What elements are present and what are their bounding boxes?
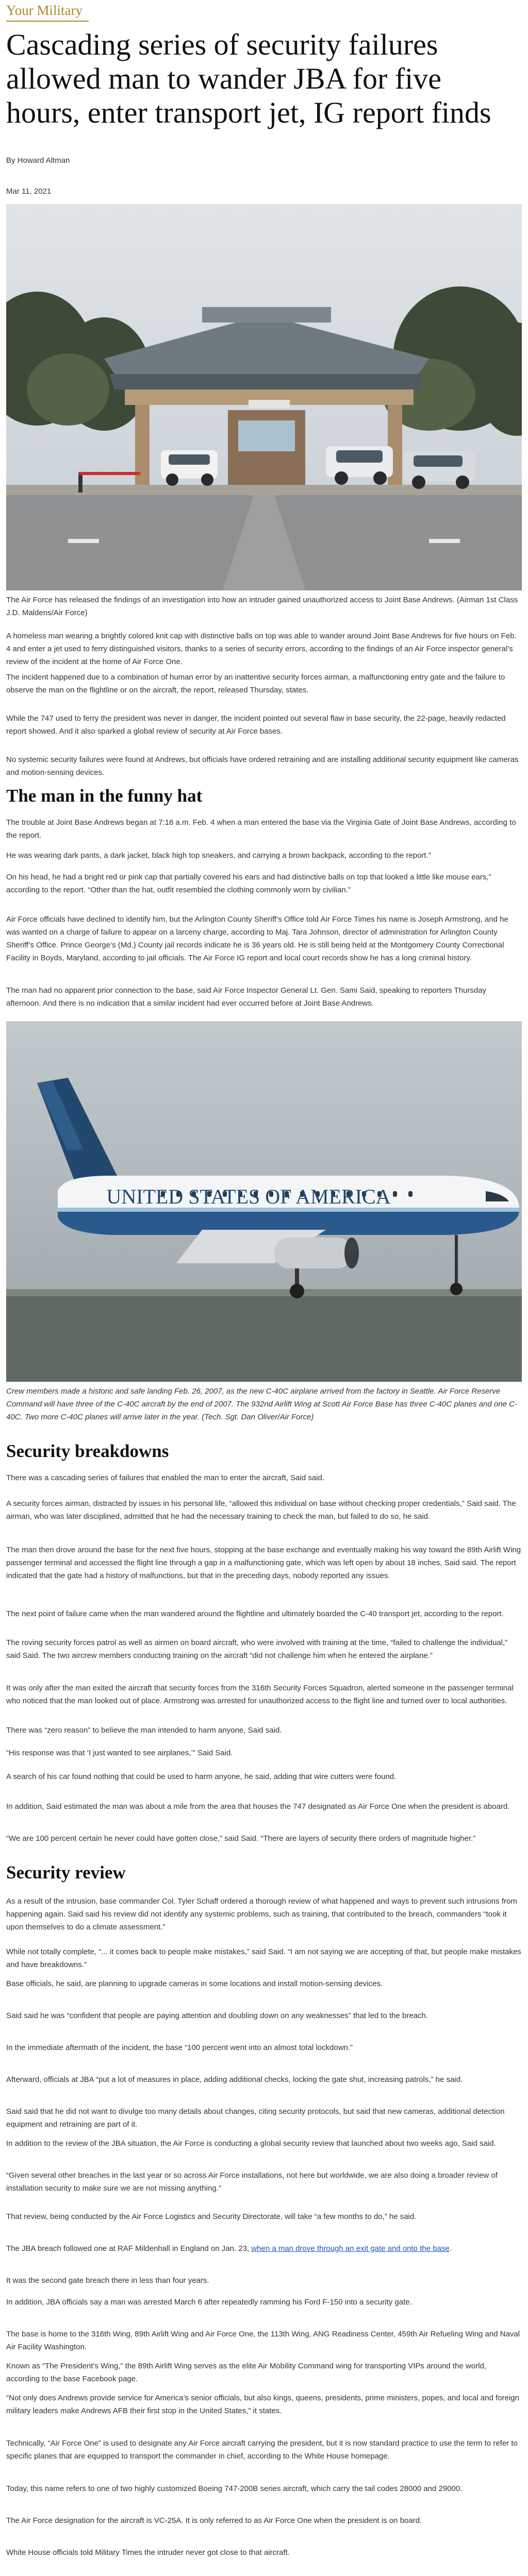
photo-caption-gate: The Air Force has released the findings of an investigation into how an intruder gained unauthorized access to Joint Base Andrews. (Airman 1st Class J.D. Maldens/Air Force) bbox=[6, 596, 518, 617]
paragraph: No systemic security failures were found at Andrews, but officials have ordered retraining and are installing additional security equipment like cameras and motion-sensing devices. bbox=[6, 755, 519, 777]
paragraph: The incident happened due to a combination of human error by an inattentive security forces airman, a malfunctioning entry gate and the failure to observe the man on the flightline or on the aircraft, the report, released Thursday, states. bbox=[6, 673, 505, 694]
paragraph: Technically, “Air Force One” is used to designate any Air Force aircraft carrying the president, but it is now standard practice to use the term to refer to specific planes that are equipped to transport the commander in chief, according to the White House homepage. bbox=[6, 2439, 518, 2461]
paragraph: The next point of failure came when the man wandered around the flightline and ultimately boarded the C-40 transport jet, according to the report. bbox=[6, 1609, 504, 1618]
section-label[interactable]: Your Military bbox=[6, 3, 83, 18]
paragraph: The Air Force designation for the aircraft is VC-25A. It is only referred to as Air Force One when the president is on board. bbox=[6, 2516, 422, 2525]
paragraph: Said said that he did not want to divulge too many details about changes, citing security protocols, but said that new cameras, additional detection equipment and retraining are part of it. bbox=[6, 2107, 505, 2129]
paragraph: Known as “The President’s Wing,” the 89th Airlift Wing serves as the elite Air Mobility Command wing for transporting VIPs around the world, according to the base Facebook page. bbox=[6, 2362, 486, 2383]
photo-caption-aircraft: Crew members made a historic and safe landing Feb. 26, 2007, as the new C-40C airplane arrived from the factory in Seattle. Air Force Reserve Command will have three of the C-40C aircraft by the end of 2007. The 932nd Airlift Wing at Scott Air Force Base has three C-40C planes and one C-40C. Two more C-40C planes will arrive later in the year. (Tech. Sgt. Dan Oliver/Air Force) bbox=[6, 1387, 517, 1421]
article-headline: Cascading series of security failures allowed man to wander JBA for five hours, enter transport jet, IG report finds bbox=[6, 28, 491, 129]
section-underline bbox=[6, 21, 89, 22]
paragraph: On his head, he had a bright red or pink cap that partially covered his ears and had distinctive balls on top that looked a little like mouse ears,” according to the report. “Other than the hat, outfit resembled the clothing commonly worn by civilian.” bbox=[6, 873, 491, 894]
paragraph: While the 747 used to ferry the president was never in danger, the incident pointed out several flaw in base security, the 22-page, heavily redacted report showed. And it also sparked a global review of security at Air Force bases. bbox=[6, 714, 506, 736]
paragraph: As a result of the intrusion, base commander Col. Tyler Schaff ordered a thorough review of what happened and ways to prevent such intrusions from happening again. Said said his review did not identify any systemic problems, such as training, that contributed to the breach, commanders “took it upon themselves to do a climate assessment.” bbox=[6, 1897, 517, 1931]
paragraph: White House officials told Military Times the intruder never got close to that aircraft. bbox=[6, 2548, 290, 2557]
paragraph: The man had no apparent prior connection to the base, said Air Force Inspector General Lt. Gen. Sami Said, speaking to reporters Thursday afternoon. And there is no indication that a similar incident had ever occurred before at Joint Base Andrews. bbox=[6, 986, 487, 1008]
paragraph bbox=[6, 2242, 522, 2255]
paragraph: Base officials, he said, are planning to upgrade cameras in some locations and install motion-sensing devices. bbox=[6, 1979, 383, 1988]
paragraph-text: . bbox=[449, 2244, 452, 2253]
paragraph: “Given several other breaches in the last year or so across Air Force installations, not here but worldwide, we are also doing a broader review of installation security to make sure we are not missing anything.” bbox=[6, 2171, 498, 2193]
paragraph: “Not only does Andrews provide service for America’s senior officials, but also kings, queens, presidents, prime ministers, popes, and local and foreign military leaders make Andrews AFB their first stop in the United States,” it states. bbox=[6, 2394, 519, 2415]
paragraph: It was the second gate breach there in less than four years. bbox=[6, 2276, 209, 2285]
plane-livery-text: UNITED STATES OF AMERICA bbox=[106, 1185, 391, 1208]
paragraph: In addition, Said estimated the man was about a mile from the area that houses the 747 designated as Air Force One when the president is aboard. bbox=[6, 1802, 510, 1811]
paragraph: That review, being conducted by the Air Force Logistics and Security Directorate, will take “a few months to do,” he said. bbox=[6, 2212, 417, 2221]
paragraph: A homeless man wearing a brightly colored knit cap with distinctive balls on top was able to wander around Joint Base Andrews for five hours on Feb. 4 and enter a jet used to ferry distinguished visitors, thanks to a series of security errors, according to the findings of an Air Force inspector general’s review of the incident at the home of Air Force One. bbox=[6, 632, 517, 666]
publish-date: Mar 11, 2021 bbox=[6, 187, 52, 196]
mildenhall-breach-link[interactable]: when a man drove through an exit gate and onto the base bbox=[251, 2244, 450, 2253]
byline[interactable]: By Howard Altman bbox=[6, 156, 70, 165]
paragraph: Today, this name refers to one of two highly customized Boeing 747-200B series aircraft, which carry the tail codes 28000 and 29000. bbox=[6, 2484, 463, 2493]
paragraph: In addition to the review of the JBA situation, the Air Force is conducting a global security review that launched about two weeks ago, Said said. bbox=[6, 2139, 496, 2148]
paragraph: The trouble at Joint Base Andrews began at 7:16 a.m. Feb. 4 when a man entered the base via the Virginia Gate of Joint Base Andrews, according to the report. bbox=[6, 818, 516, 840]
paragraph: A search of his car found nothing that could be used to harm anyone, he said, adding that wire cutters were found. bbox=[6, 1772, 397, 1781]
paragraph: There was a cascading series of failures that enabled the man to enter the aircraft, Said said. bbox=[6, 1473, 325, 1482]
paragraph: Afterward, officials at JBA “put a lot of measures in place, adding additional checks, locking the gate shut, increasing patrols,” he said. bbox=[6, 2075, 463, 2084]
subheading-funny-hat: The man in the funny hat bbox=[6, 786, 203, 806]
paragraph: He was wearing dark pants, a dark jacket, black high top sneakers, and carrying a brown backpack, according to the report.” bbox=[6, 851, 431, 860]
subheading-security-review: Security review bbox=[6, 1862, 126, 1883]
paragraph: While not totally complete, “... it comes back to people make mistakes,” said Said. “I am not saying we are accepting of that, but people make mistakes and have breakdowns.” bbox=[6, 1947, 521, 1969]
paragraph: In addition, JBA officials say a man was arrested March 6 after repeatedly ramming his Ford F-150 into a security gate. bbox=[6, 2298, 412, 2307]
paragraph: Air Force officials have declined to identify him, but the Arlington County Sheriff’s Office told Air Force Times his name is Joseph Armstrong, and he was wanted on a charge of failure to appear on a larceny charge, according to Maj. Tara Johnson, director of administration for Arlington County Sheriff’s Office. Prince George’s (Md.) County jail records indicate he is 36 years old. He is still being held at the Montgomery County Correctional Facility in Boyds, Maryland, according to jail officials. The Air Force IG report and local court records show he has a long criminal history. bbox=[6, 915, 508, 962]
paragraph: “His response was that ‘I just wanted to see airplanes,’” Said Said. bbox=[6, 1749, 233, 1757]
paragraph: Said said he was “confident that people are paying attention and doubling down on any weaknesses” that led to the breach. bbox=[6, 2011, 428, 2020]
paragraph: It was only after the man exited the aircraft that security forces from the 316th Security Forces Squadron, alerted someone in the passenger terminal who noticed that the man looked out of place. Armstrong was arrested for unauthorized access to the flight line and turned over to local authorities. bbox=[6, 1684, 514, 1705]
paragraph: A security forces airman, distracted by issues in his personal life, “allowed this individual on base without checking proper credentials,” Said said. The airman, who was later disciplined, admitted that he had the necessary training to check the man, but failed to do so, he said. bbox=[6, 1499, 516, 1521]
article-photo-gate bbox=[6, 204, 522, 590]
paragraph: There was “zero reason” to believe the man intended to harm anyone, Said said. bbox=[6, 1726, 282, 1735]
paragraph: The roving security forces patrol as well as airmen on board aircraft, who were involved with training at the time, “failed to challenge the individual,” said Said. The two aircrew members conducting training on the aircraft “did not challenge him when he entered the airplane.” bbox=[6, 1638, 508, 1660]
paragraph: In the immediate aftermath of the incident, the base “100 percent went into an almost total lockdown.” bbox=[6, 2043, 353, 2052]
subheading-security-breakdowns: Security breakdowns bbox=[6, 1441, 169, 1461]
paragraph-text: The JBA breach followed one at RAF Mildenhall in England on Jan. 23, bbox=[6, 2244, 252, 2253]
article-photo-aircraft bbox=[6, 1021, 522, 1382]
paragraph: “We are 100 percent certain he never could have gotten close,” said Said. “There are layers of security there orders of magnitude higher.” bbox=[6, 1834, 476, 1843]
paragraph: The base is home to the 316th Wing, 89th Airlift Wing and Air Force One, the 113th Wing, ANG Readiness Center, 459th Air Refueling Wing and Naval Air Facility Washington. bbox=[6, 2330, 520, 2351]
paragraph: The man then drove around the base for the next five hours, stopping at the base exchange and eventually making his way toward the 89th Airlift Wing passenger terminal and accessed the flight line through a gap in a malfunctioning gate, which was left open by about 18 inches, Said said. The report indicated that the gate had a history of malfunctions, but that in the preceding days, nobody reported any issues. bbox=[6, 1546, 521, 1580]
